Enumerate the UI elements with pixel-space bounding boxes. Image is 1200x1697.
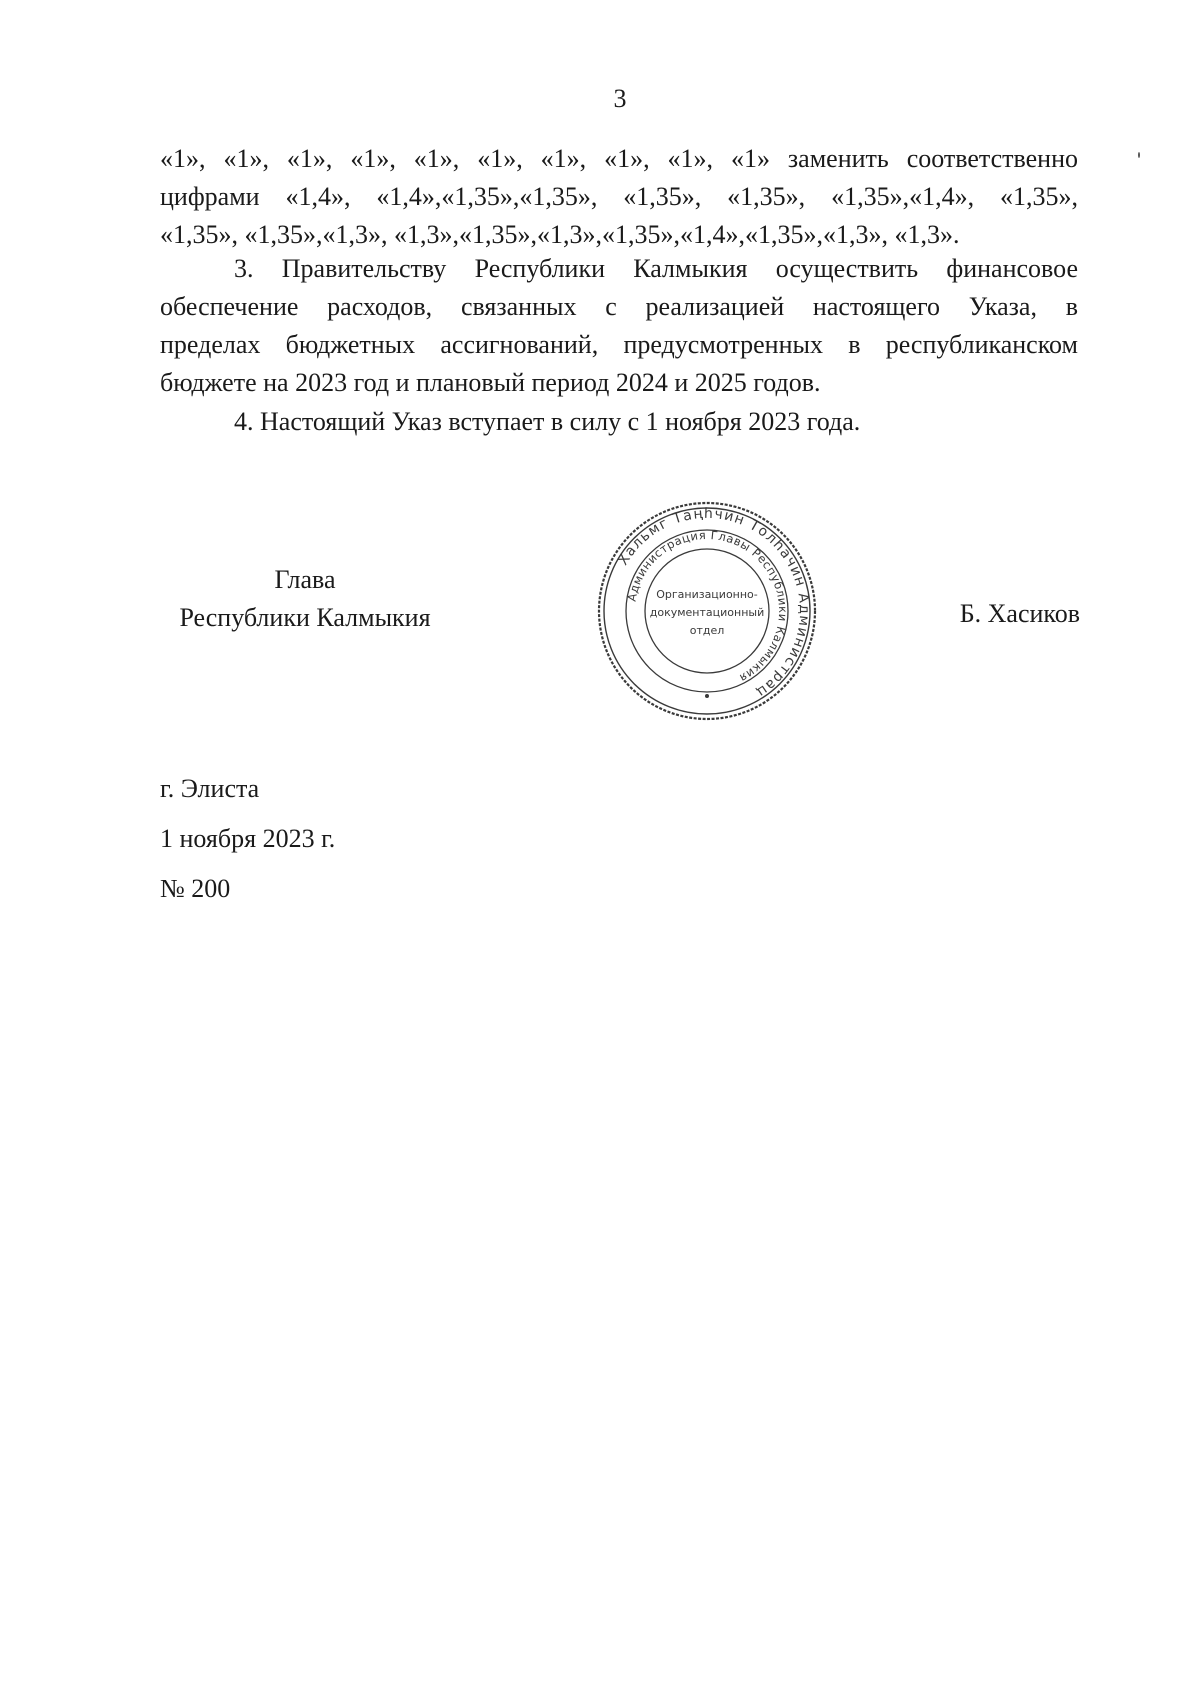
stamp-outer-text: Хальмг Таңһчин Толһачин Администрац bbox=[615, 505, 813, 701]
paragraph-line: «1,35», «1,35»,«1,3», «1,3»,«1,35»,«1,3»,«1,35»,«1,4»,«1,35»,«1,3», «1,3». bbox=[160, 220, 960, 249]
signature-title bbox=[160, 561, 450, 637]
footer-city: г. Элиста bbox=[160, 774, 260, 803]
stamp-center-line2: документационный bbox=[649, 606, 765, 619]
official-stamp bbox=[596, 500, 818, 722]
paragraph-line: 3. Правительству Республики Калмыкия осуществить финансовое bbox=[234, 254, 1078, 283]
signature-title-line1: Глава bbox=[274, 565, 336, 594]
footer-number: № 200 bbox=[160, 874, 231, 903]
footer-date: 1 ноября 2023 г. bbox=[160, 824, 336, 853]
signatory-name: Б. Хасиков bbox=[959, 599, 1080, 628]
stamp-star-mark bbox=[705, 694, 709, 698]
paragraph-continuation bbox=[160, 140, 1078, 254]
signature-title-line2: Республики Калмыкия bbox=[179, 603, 431, 632]
page-number: 3 bbox=[613, 84, 627, 113]
paragraph-line: обеспечение расходов, связанных с реализацией настоящего Указа, в bbox=[160, 292, 1078, 321]
scan-speck bbox=[1138, 152, 1140, 158]
paragraph-line: цифрами «1,4», «1,4»,«1,35»,«1,35», «1,35», «1,35», «1,35»,«1,4», «1,35», bbox=[160, 182, 1078, 211]
stamp-center-line1: Организационно- bbox=[656, 588, 758, 601]
paragraph-line: «1», «1», «1», «1», «1», «1», «1», «1», «1», «1» заменить соответственно bbox=[160, 144, 1078, 173]
stamp-center-line3: отдел bbox=[689, 624, 725, 637]
stamp-inner-ring-text: Администрация Главы Республики Калмыкия bbox=[624, 527, 791, 686]
paragraph-line: бюджете на 2023 год и плановый период 2024 и 2025 годов. bbox=[160, 368, 821, 397]
paragraph-4: 4. Настоящий Указ вступает в силу с 1 ноября 2023 года. bbox=[234, 407, 861, 436]
paragraph-3 bbox=[160, 250, 1078, 402]
paragraph-line: пределах бюджетных ассигнований, предусмотренных в республиканском bbox=[160, 330, 1078, 359]
